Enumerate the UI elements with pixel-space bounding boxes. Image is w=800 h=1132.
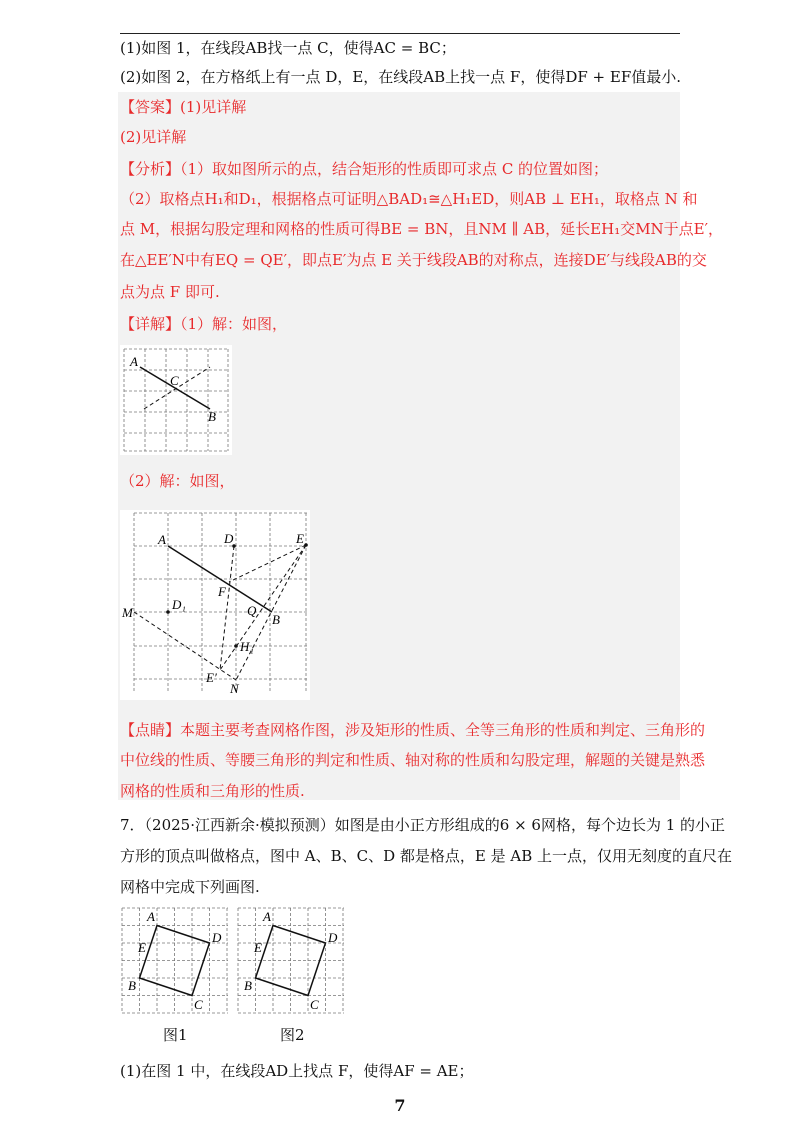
label-c: C bbox=[310, 997, 319, 1012]
point-h1 bbox=[234, 644, 238, 648]
analysis-line1: 【分析】（1）取如图所示的点，结合矩形的性质即可求点 C 的位置如图； bbox=[120, 160, 609, 178]
answer-line2: (2)见详解 bbox=[120, 128, 187, 146]
label-d1: D₁ bbox=[172, 597, 186, 612]
q7-caption-fig2: 图2 bbox=[280, 1026, 305, 1044]
q7-figure-2 bbox=[236, 906, 346, 1016]
label-h1: H₁ bbox=[240, 639, 254, 654]
figure-2-grid bbox=[120, 510, 310, 700]
comment-line3: 网格的性质和三角形的性质. bbox=[120, 782, 305, 800]
q7-line3: 网格中完成下列画图. bbox=[120, 878, 260, 896]
detail-line1: 【详解】（1）解：如图， bbox=[120, 315, 288, 333]
analysis-line2: （2）取格点H₁和D₁，根据格点可证明△BAD₁≅△H₁ED，则AB ⊥ EH₁，取格点 N 和 bbox=[120, 190, 698, 208]
top-rule bbox=[120, 33, 680, 34]
label-c: C bbox=[170, 373, 179, 388]
label-d: D bbox=[328, 930, 338, 945]
q6-part1: (1)如图 1，在线段AB找一点 C，使得AC = BC； bbox=[120, 39, 456, 57]
label-eprime: E′ bbox=[206, 670, 217, 685]
label-a: A bbox=[263, 909, 271, 924]
point-e bbox=[304, 543, 308, 547]
comment-line2: 中位线的性质、等腰三角形的判定和性质、轴对称的性质和勾股定理，解题的关键是熟悉 bbox=[120, 751, 706, 769]
page-number: 7 bbox=[394, 1096, 406, 1115]
label-b: B bbox=[244, 978, 252, 993]
label-m: M bbox=[122, 605, 133, 620]
q7-line1: 7．（2025·江西新余·模拟预测）如图是由小正方形组成的6 × 6网格，每个边长为 1 的小正 bbox=[120, 816, 726, 834]
label-b: B bbox=[272, 612, 280, 627]
detail-line2: （2）解：如图， bbox=[120, 472, 235, 490]
label-e: E bbox=[296, 531, 304, 546]
label-a: A bbox=[130, 354, 138, 369]
point-d1 bbox=[166, 610, 170, 614]
label-c: C bbox=[194, 997, 203, 1012]
analysis-line3: 点 M，根据勾股定理和网格的性质可得BE = BN，且NM ∥ AB，延长EH₁交MN于点E′， bbox=[120, 220, 724, 238]
answer-label: 【答案】(1)见详解 bbox=[120, 98, 247, 116]
label-a: A bbox=[147, 909, 155, 924]
figure-1-grid bbox=[120, 345, 232, 455]
label-d: D bbox=[212, 930, 222, 945]
label-b: B bbox=[208, 409, 216, 424]
label-d: D bbox=[224, 531, 234, 546]
q6-part2: (2)如图 2，在方格纸上有一点 D，E，在线段AB上找一点 F，使得DF + EF值最小. bbox=[120, 68, 682, 86]
label-e: E bbox=[254, 940, 262, 955]
label-n: N bbox=[230, 681, 239, 696]
label-f: F bbox=[218, 584, 226, 599]
analysis-line5: 点为点 F 即可. bbox=[120, 283, 220, 301]
analysis-line4: 在△EE′N中有EQ = QE′，即点E′为点 E 关于线段AB的对称点，连接DE′与线段AB的交 bbox=[120, 251, 707, 269]
comment-line1: 【点睛】本题主要考查网格作图，涉及矩形的性质、全等三角形的性质和判定、三角形的 bbox=[120, 721, 706, 739]
q7-figure-1 bbox=[120, 906, 230, 1016]
label-e: E bbox=[138, 940, 146, 955]
q7-line2: 方形的顶点叫做格点，图中 A、B、C、D 都是格点，E 是 AB 上一点，仅用无刻度的直尺在 bbox=[120, 847, 733, 865]
q7-caption-fig1: 图1 bbox=[163, 1026, 188, 1044]
label-b: B bbox=[128, 978, 136, 993]
q7-part1: (1)在图 1 中，在线段AD上找点 F，使得AF = AE； bbox=[120, 1062, 474, 1080]
label-q: Q bbox=[247, 603, 257, 618]
label-a: A bbox=[158, 532, 166, 547]
